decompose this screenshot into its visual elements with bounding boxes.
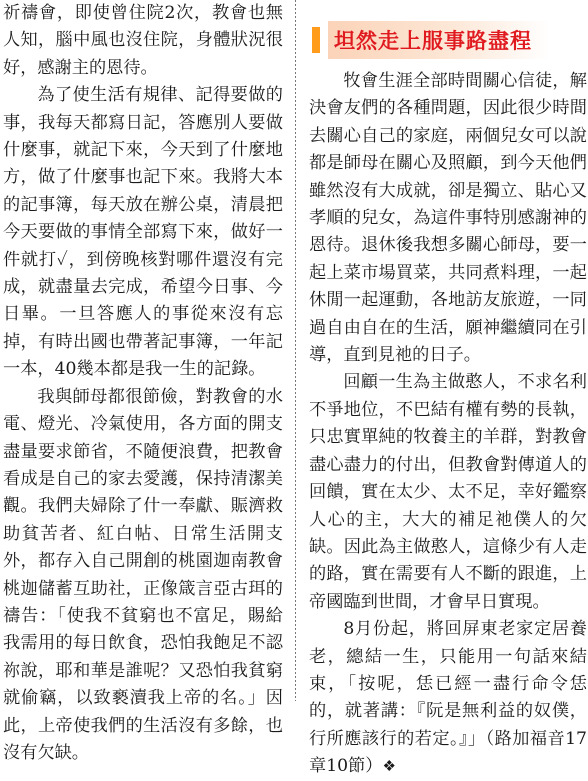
heading-title: 坦然走上服事路盡程 (328, 21, 550, 59)
paragraph (3, 384, 283, 768)
column-divider (295, 0, 296, 701)
right-column (309, 68, 587, 777)
end-mark-icon: ❖ (382, 757, 396, 776)
paragraph (3, 82, 283, 383)
left-column (3, 0, 283, 763)
section-heading (312, 20, 574, 60)
paragraph-text: 祈禱會，即使曾住院2次，教會也無人知，腦中風也沒住院，身體狀況很好，感謝主的恩待。 (3, 3, 283, 78)
paragraph-text: 為了使生活有規律、記得要做的事，我每天都寫日記，答應別人要做什麼事，就記下來，今天到了什麼地方，做了什麼事也記下來。我將大本的記事簿，每天放在辦公桌，清晨把今天要做的事情全部寫下來，做好一件就打✓，到傍晚核對哪件還沒有完成，就盡量去完成，希望今日事、今日畢。一旦答應人的事從來沒有忘掉，有時出國也帶著記事簿，一年記一本，40幾本都是我一生的記錄。 (3, 85, 283, 380)
paragraph (309, 369, 587, 616)
heading-accent-bar (312, 27, 320, 53)
paragraph-text: 8月份起，將回屏東老家定居養老，總結一生，只能用一句話來結束，「按呢，恁已經一盡行命令恁的，就著講：『阮是無利益的奴僕，行所應該行的若定。』」（路加福音17章10節） (309, 619, 587, 777)
paragraph (309, 68, 587, 369)
paragraph-text: 我與師母都很節儉，對教會的水電、燈光、冷氣使用，各方面的開支盡量要求節省，不隨便浪費，把教會看成是自己的家去愛護，保持清潔美觀。我們夫婦除了什一奉獻、賑濟救助貧苦者、紅白帖、日常生活開支外，都存入自己開創的桃園迦南教會桃迦儲蓄互助社，正像箴言亞古珥的禱告：「使我不貧窮也不富足，賜給我需用的每日飲食，恐怕我飽足不認祢說，耶和華是誰呢？又恐怕我貧窮就偷竊，以致褻瀆我上帝的名。」因此，上帝使我們的生活沒有多餘，也沒有欠缺。 (3, 386, 283, 763)
paragraph (3, 0, 283, 82)
paragraph-text: 牧會生涯全部時間關心信徒，解決會友們的各種問題，因此很少時間去關心自己的家庭，兩個兒女可以說都是師母在關心及照顧，到今天他們雖然沒有大成就，卻是獨立、貼心又孝順的兒女，為這件事特別感謝神的恩待。退休後我想多關心師母，要一起上菜市場買菜，共同煮料理，一起休閒一起運動，各地訪友旅遊，一同過自由自在的生活，願神繼續同在引導，直到見祂的日子。 (309, 71, 587, 366)
paragraph (309, 616, 587, 780)
paragraph-text: 回顧一生為主做憨人，不求名利不爭地位，不巴結有權有勢的長執，只忠實單純的牧養主的羊群，對教會盡心盡力的付出，但教會對傳道人的回饋，實在太少、太不足，幸好鑑察人心的主，大大的補足祂僕人的欠缺。因此為主做憨人，這條少有人走的路，實在需要有人不斷的跟進，上帝國臨到世間，才會早日實現。 (309, 372, 587, 612)
